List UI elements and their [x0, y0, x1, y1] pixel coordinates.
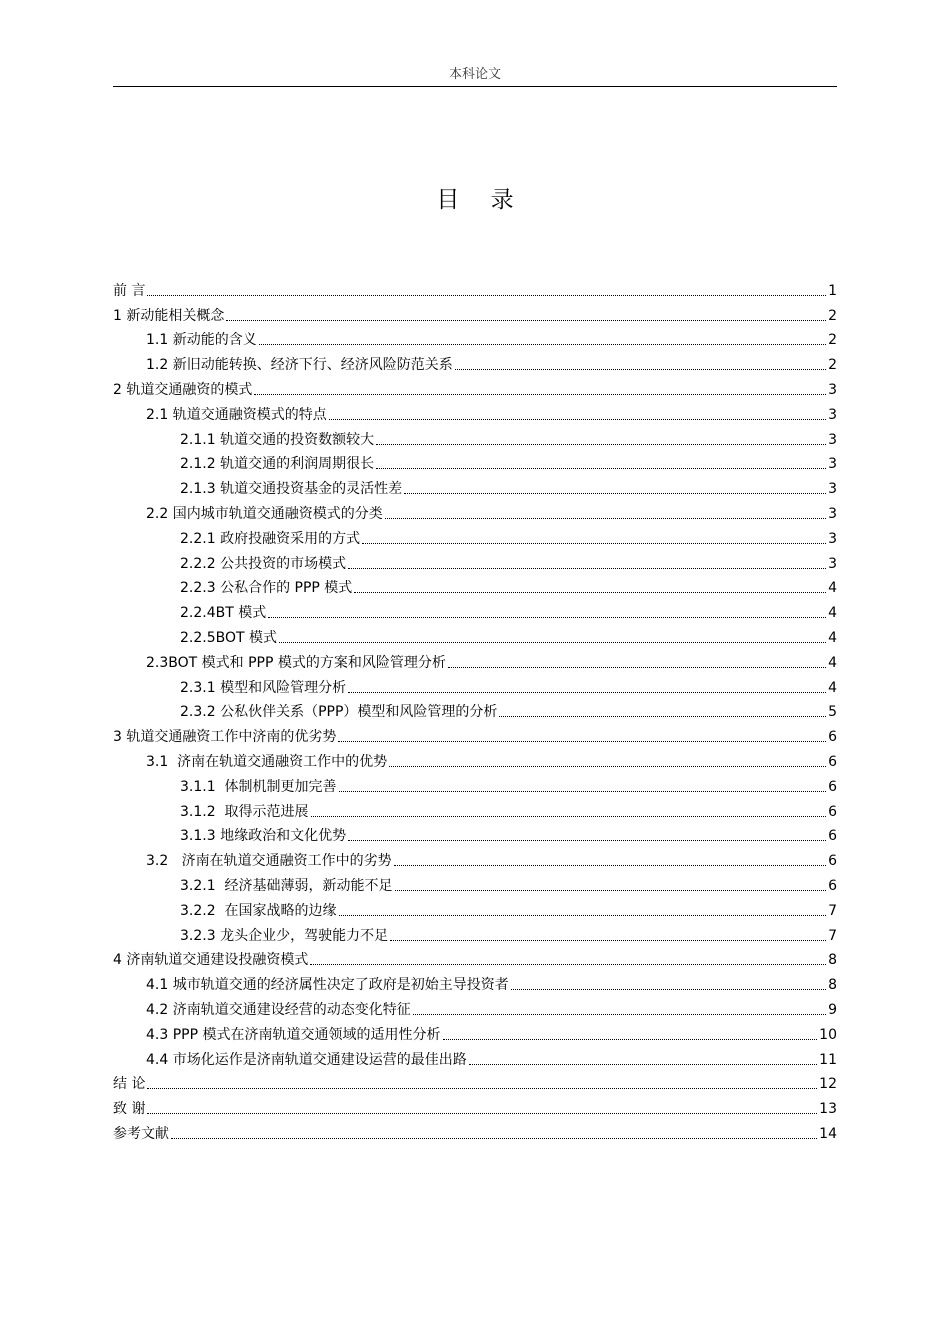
toc-entry[interactable]: [113, 622, 837, 647]
toc-entry-label: 3.1.1 体制机制更加完善: [180, 778, 337, 795]
toc-leader-dots: [310, 964, 826, 965]
toc-leader-dots: [390, 940, 826, 941]
toc-entry-page: 10: [819, 1026, 837, 1043]
toc-leader-dots: [311, 816, 827, 817]
toc-leader-dots: [455, 369, 826, 370]
toc-entry[interactable]: [113, 697, 837, 722]
toc-entry-page: 3: [828, 431, 837, 448]
toc-leader-dots: [499, 716, 826, 717]
toc-leader-dots: [226, 320, 826, 321]
toc-leader-dots: [376, 468, 826, 469]
toc-entry-page: 2: [828, 332, 837, 349]
toc-leader-dots: [362, 543, 826, 544]
toc-entry-label: 4.2 济南轨道交通建设经营的动态变化特征: [146, 1001, 411, 1018]
toc-entry-page: 11: [819, 1051, 837, 1068]
toc-entry-page: 3: [828, 530, 837, 547]
toc-entry-page: 3: [828, 406, 837, 423]
toc-entry-label: 2 轨道交通融资的模式: [113, 381, 253, 398]
toc-entry-page: 4: [828, 654, 837, 671]
toc-entry-page: 9: [828, 1001, 837, 1018]
toc-entry-page: 6: [828, 753, 837, 770]
toc-entry-page: 6: [828, 803, 837, 820]
toc-entry-label: 2.3.2 公私伙伴关系（PPP）模型和风险管理的分析: [180, 704, 498, 721]
toc-entry-label: 2.1 轨道交通融资模式的特点: [146, 406, 327, 423]
header-rule: [113, 86, 837, 87]
toc-entry-page: 6: [828, 778, 837, 795]
toc-entry-page: 6: [828, 729, 837, 746]
toc-entry-label: 2.2.2 公共投资的市场模式: [180, 555, 347, 572]
toc-entry[interactable]: [113, 870, 837, 895]
toc-entry[interactable]: [113, 796, 837, 821]
toc-leader-dots: [348, 692, 826, 693]
toc-leader-dots: [259, 344, 826, 345]
toc-entry-label: 2.3BOT 模式和 PPP 模式的方案和风险管理分析: [146, 654, 446, 671]
toc-entry[interactable]: [113, 746, 837, 771]
toc-leader-dots: [147, 295, 826, 296]
toc-entry[interactable]: [113, 895, 837, 920]
toc-entry[interactable]: [113, 1093, 837, 1118]
toc-entry-page: 6: [828, 877, 837, 894]
toc-entry-label: 3.1.3 地缘政治和文化优势: [180, 828, 347, 845]
toc-entry[interactable]: [113, 275, 837, 300]
table-of-contents: [113, 275, 837, 1143]
toc-entry[interactable]: [113, 1019, 837, 1044]
toc-entry[interactable]: [113, 349, 837, 374]
toc-entry[interactable]: [113, 573, 837, 598]
toc-entry[interactable]: [113, 473, 837, 498]
toc-entry[interactable]: [113, 424, 837, 449]
toc-entry-label: 4.1 城市轨道交通的经济属性决定了政府是初始主导投资者: [146, 977, 509, 994]
toc-leader-dots: [385, 518, 826, 519]
toc-entry[interactable]: [113, 994, 837, 1019]
toc-entry[interactable]: [113, 1069, 837, 1094]
toc-entry-label: 致 谢: [113, 1101, 146, 1118]
toc-entry-page: 3: [828, 381, 837, 398]
toc-entry-page: 13: [819, 1101, 837, 1118]
toc-entry-page: 12: [819, 1076, 837, 1093]
toc-leader-dots: [389, 766, 826, 767]
toc-entry-label: 2.2.1 政府投融资采用的方式: [180, 530, 361, 547]
toc-entry[interactable]: [113, 1118, 837, 1143]
toc-entry-label: 3.2 济南在轨道交通融资工作中的劣势: [146, 853, 392, 870]
toc-leader-dots: [511, 989, 826, 990]
toc-entry-label: 1 新动能相关概念: [113, 307, 225, 324]
toc-leader-dots: [376, 444, 826, 445]
toc-entry-label: 2.2.5BOT 模式: [180, 629, 278, 646]
toc-leader-dots: [395, 890, 827, 891]
toc-entry-page: 3: [828, 505, 837, 522]
toc-entry-label: 3.2.2 在国家战略的边缘: [180, 902, 337, 919]
toc-entry-label: 参考文献: [113, 1125, 169, 1142]
toc-entry[interactable]: [113, 548, 837, 573]
toc-entry-page: 8: [828, 977, 837, 994]
toc-entry[interactable]: [113, 721, 837, 746]
toc-entry-label: 2.1.1 轨道交通的投资数额较大: [180, 431, 375, 448]
toc-entry-label: 2.3.1 模型和风险管理分析: [180, 679, 347, 696]
toc-leader-dots: [394, 865, 826, 866]
toc-entry[interactable]: [113, 399, 837, 424]
toc-entry-label: 3.1 济南在轨道交通融资工作中的优势: [146, 753, 388, 770]
toc-entry[interactable]: [113, 969, 837, 994]
toc-entry-label: 4.4 市场化运作是济南轨道交通建设运营的最佳出路: [146, 1051, 467, 1068]
toc-entry[interactable]: [113, 845, 837, 870]
toc-entry-page: 2: [828, 307, 837, 324]
toc-entry[interactable]: [113, 374, 837, 399]
toc-entry-page: 7: [828, 902, 837, 919]
toc-entry[interactable]: [113, 672, 837, 697]
toc-entry[interactable]: [113, 300, 837, 325]
toc-entry[interactable]: [113, 647, 837, 672]
toc-entry[interactable]: [113, 325, 837, 350]
toc-entry[interactable]: [113, 449, 837, 474]
toc-entry-page: 3: [828, 456, 837, 473]
toc-leader-dots: [469, 1064, 817, 1065]
toc-entry-page: 2: [828, 357, 837, 374]
toc-leader-dots: [268, 617, 826, 618]
page-header: 本科论文: [448, 67, 501, 82]
toc-entry-page: 6: [828, 853, 837, 870]
toc-entry-page: 7: [828, 927, 837, 944]
toc-leader-dots: [354, 592, 826, 593]
toc-leader-dots: [413, 1014, 826, 1015]
toc-entry[interactable]: [113, 821, 837, 846]
toc-leader-dots: [147, 1088, 817, 1089]
toc-entry[interactable]: [113, 1044, 837, 1069]
toc-leader-dots: [171, 1138, 817, 1139]
toc-entry-page: 1: [828, 282, 837, 299]
toc-leader-dots: [338, 741, 826, 742]
toc-entry-label: 结 论: [113, 1076, 146, 1093]
toc-entry[interactable]: [113, 523, 837, 548]
toc-title: 目 录: [436, 187, 526, 213]
toc-entry-page: 4: [828, 679, 837, 696]
toc-leader-dots: [443, 1039, 818, 1040]
toc-entry-label: 3 轨道交通融资工作中济南的优劣势: [113, 729, 337, 746]
toc-entry-label: 1.1 新动能的含义: [146, 332, 257, 349]
toc-entry[interactable]: [113, 945, 837, 970]
toc-entry-label: 2.1.3 轨道交通投资基金的灵活性差: [180, 481, 403, 498]
toc-entry-page: 3: [828, 555, 837, 572]
toc-leader-dots: [339, 915, 827, 916]
toc-entry[interactable]: [113, 920, 837, 945]
toc-entry-label: 1.2 新旧动能转换、经济下行、经济风险防范关系: [146, 357, 453, 374]
toc-entry-page: 6: [828, 828, 837, 845]
toc-entry-label: 前 言: [113, 282, 146, 299]
toc-entry-page: 4: [828, 629, 837, 646]
toc-leader-dots: [279, 642, 826, 643]
toc-leader-dots: [147, 1113, 817, 1114]
toc-entry-label: 2.2 国内城市轨道交通融资模式的分类: [146, 505, 383, 522]
toc-entry[interactable]: [113, 597, 837, 622]
toc-entry-label: 2.2.3 公私合作的 PPP 模式: [180, 580, 353, 597]
toc-leader-dots: [329, 419, 826, 420]
toc-entry-label: 2.1.2 轨道交通的利润周期很长: [180, 456, 375, 473]
toc-entry-label: 2.2.4BT 模式: [180, 605, 267, 622]
toc-leader-dots: [339, 791, 827, 792]
toc-entry-page: 3: [828, 481, 837, 498]
toc-entry-label: 3.2.1 经济基础薄弱，新动能不足: [180, 877, 393, 894]
toc-leader-dots: [348, 840, 826, 841]
toc-leader-dots: [404, 493, 826, 494]
toc-entry-label: 4 济南轨道交通建设投融资模式: [113, 952, 309, 969]
toc-entry-page: 14: [819, 1125, 837, 1142]
toc-leader-dots: [348, 568, 826, 569]
toc-leader-dots: [448, 667, 826, 668]
toc-leader-dots: [254, 394, 826, 395]
toc-entry-page: 5: [828, 704, 837, 721]
toc-entry-label: 4.3 PPP 模式在济南轨道交通领域的适用性分析: [146, 1026, 441, 1043]
toc-entry[interactable]: [113, 771, 837, 796]
toc-entry-label: 3.1.2 取得示范进展: [180, 803, 309, 820]
toc-entry-page: 4: [828, 580, 837, 597]
toc-entry[interactable]: [113, 498, 837, 523]
toc-entry-page: 8: [828, 952, 837, 969]
toc-entry-page: 4: [828, 605, 837, 622]
toc-entry-label: 3.2.3 龙头企业少，驾驶能力不足: [180, 927, 389, 944]
